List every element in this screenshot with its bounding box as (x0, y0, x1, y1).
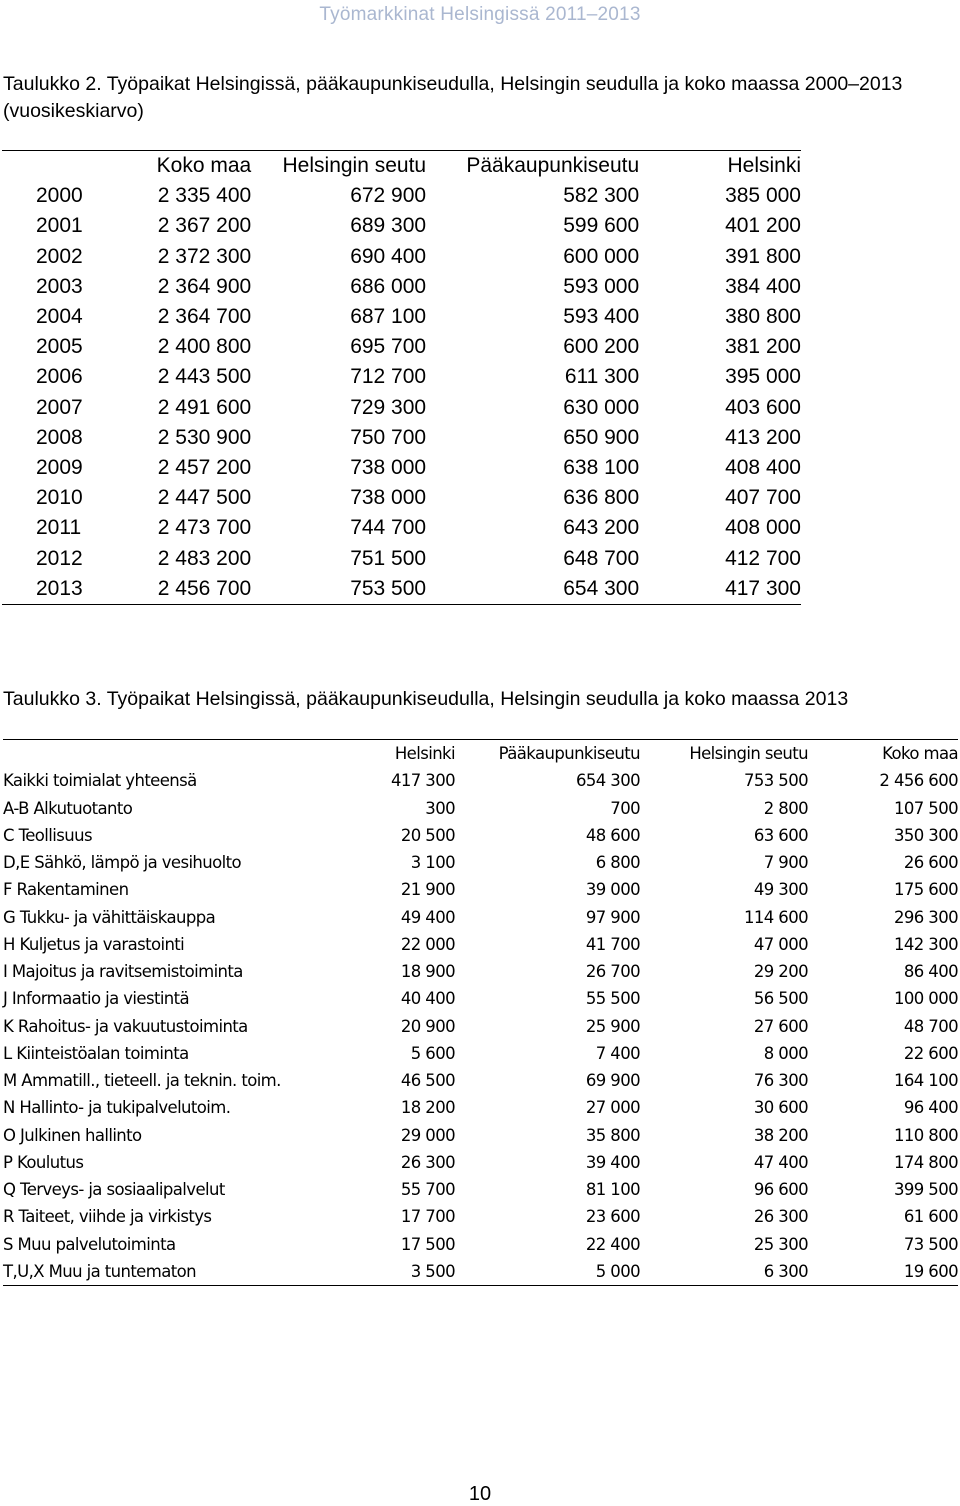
table2-cell: 380 800 (725, 305, 801, 329)
table2-cell: 686 000 (350, 274, 427, 298)
table2-cell: 729 300 (350, 395, 427, 419)
table3-row-label: R Taiteet, viihde ja virkistys (3, 1207, 212, 1227)
table3-cell: 3 100 (410, 853, 455, 873)
table3-cell: 27 600 (753, 1016, 808, 1036)
table2-row (2, 423, 801, 453)
table3-cell: 38 200 (753, 1125, 808, 1145)
table3-row-label: K Rahoitus- ja vakuutustoiminta (3, 1016, 248, 1036)
table2-row (2, 332, 801, 362)
table2-cell: 744 700 (350, 516, 427, 540)
table2-row (2, 543, 801, 573)
table3-cell: 26 600 (903, 853, 958, 873)
table2-cell: 391 800 (725, 244, 801, 268)
table3-column-header: Pääkaupunkiseutu (498, 744, 640, 764)
table3 (3, 739, 958, 1286)
table3-row-label: F Rakentaminen (3, 880, 129, 900)
table3-cell: 700 (610, 798, 640, 818)
table2-cell: 599 600 (563, 214, 640, 238)
table3-row-label: T,U,X Muu ja tuntematon (3, 1261, 196, 1281)
table2-cell: 650 900 (563, 425, 640, 449)
table3-cell: 26 700 (585, 962, 640, 982)
table3-cell: 39 000 (585, 880, 640, 900)
table3-cell: 399 500 (893, 1180, 958, 1200)
table3-cell: 48 700 (903, 1016, 958, 1036)
table3-cell: 49 300 (753, 880, 808, 900)
table3-row (3, 876, 958, 903)
table2-cell: 401 200 (725, 214, 801, 238)
table2-column-header (2, 151, 100, 182)
table2-row-label: 2009 (36, 455, 83, 479)
table2-cell: 407 700 (725, 486, 801, 510)
table3-row-label: L Kiinteistöalan toiminta (3, 1043, 189, 1063)
table2-cell: 2 364 900 (157, 274, 252, 298)
table3-row (3, 1231, 958, 1258)
table3-cell: 86 400 (903, 962, 958, 982)
table3-cell: 48 600 (585, 825, 640, 845)
table3-row (3, 985, 958, 1012)
table2-cell: 2 456 700 (157, 576, 252, 600)
table3-row-label: Q Terveys- ja sosiaalipalvelut (3, 1180, 225, 1200)
table2-cell: 2 447 500 (157, 486, 252, 510)
table2-row-label: 2005 (36, 335, 83, 359)
table3-row (3, 767, 958, 794)
table3-column-header: Helsinki (394, 744, 455, 764)
table3-cell: 40 400 (400, 989, 455, 1009)
table3-row-label: P Koulutus (3, 1152, 84, 1172)
running-header: Työmarkkinat Helsingissä 2011–2013 (319, 4, 641, 25)
table3-row-label: J Informaatio ja viestintä (3, 989, 190, 1009)
table3-caption: Taulukko 3. Työpaikat Helsingissä, pääkaupunkiseudulla, Helsingin seudulla ja koko maassa 2013 (3, 688, 849, 710)
table2-column-header: Koko maa (156, 154, 252, 178)
table2-cell: 2 335 400 (157, 184, 252, 208)
table3-cell: 30 600 (753, 1098, 808, 1118)
table2-row (2, 453, 801, 483)
table2-cell: 648 700 (563, 546, 640, 570)
table3-cell: 20 900 (400, 1016, 455, 1036)
table2-column-header: Helsingin seutu (282, 154, 427, 178)
table3-row (3, 931, 958, 958)
table3-row (3, 1122, 958, 1149)
table2-cell: 695 700 (350, 335, 427, 359)
table3-cell: 654 300 (575, 771, 640, 791)
table3-row (3, 1176, 958, 1203)
table3-cell: 6 300 (763, 1261, 808, 1281)
table2-cell: 750 700 (350, 425, 427, 449)
table3-cell: 47 000 (753, 934, 808, 954)
table2-row-label: 2007 (36, 395, 83, 419)
table3-cell: 2 800 (763, 798, 808, 818)
table2-cell: 381 200 (725, 335, 801, 359)
table3-cell: 61 600 (903, 1207, 958, 1227)
table2-row (2, 272, 801, 302)
table3-cell: 96 600 (753, 1180, 808, 1200)
table2-cell: 738 000 (350, 455, 427, 479)
table3-cell: 114 600 (743, 907, 808, 927)
table3-row-label: C Teollisuus (3, 825, 92, 845)
table2-header-row (2, 151, 801, 182)
table3-cell: 22 600 (903, 1043, 958, 1063)
table2-cell: 384 400 (725, 274, 801, 298)
table3-row (3, 795, 958, 822)
table3-row (3, 958, 958, 985)
table3-row-label: N Hallinto- ja tukipalvelutoim. (3, 1098, 231, 1118)
table3-row-label: O Julkinen hallinto (3, 1125, 142, 1145)
table3-cell: 56 500 (753, 989, 808, 1009)
table2-cell: 413 200 (725, 425, 801, 449)
table2-cell: 417 300 (725, 576, 801, 600)
table2-cell: 2 364 700 (157, 305, 252, 329)
table2-cell: 408 400 (725, 455, 801, 479)
table3-cell: 55 700 (400, 1180, 455, 1200)
table2-cell: 408 000 (725, 516, 801, 540)
table3-cell: 300 (425, 798, 455, 818)
table2-cell: 600 000 (563, 244, 640, 268)
table3-cell: 164 100 (893, 1071, 958, 1091)
table2 (2, 150, 801, 605)
table3-row-label: D,E Sähkö, lämpö ja vesihuolto (3, 853, 241, 873)
table3-cell: 100 000 (893, 989, 958, 1009)
table2-row-label: 2006 (36, 365, 83, 389)
table2-cell: 672 900 (350, 184, 427, 208)
table2-row-label: 2000 (36, 184, 83, 208)
table2-row (2, 181, 801, 211)
table3-cell: 22 000 (400, 934, 455, 954)
table2-row-label: 2010 (36, 486, 83, 510)
table3-cell: 49 400 (400, 907, 455, 927)
table2-cell: 2 443 500 (157, 365, 252, 389)
table3-cell: 18 200 (400, 1098, 455, 1118)
table2-cell: 2 491 600 (157, 395, 252, 419)
table2-column-header: Helsinki (727, 154, 801, 178)
table3-cell: 23 600 (585, 1207, 640, 1227)
table3-cell: 25 900 (585, 1016, 640, 1036)
table3-row-label: G Tukku- ja vähittäiskauppa (3, 907, 216, 927)
table2-cell: 630 000 (563, 395, 640, 419)
table3-cell: 296 300 (893, 907, 958, 927)
table3-row-label: A-B Alkutuotanto (3, 798, 133, 818)
table2-row (2, 393, 801, 423)
table3-cell: 3 500 (410, 1261, 455, 1281)
table3-row (3, 849, 958, 876)
table2-caption: Taulukko 2. Työpaikat Helsingissä, pääkaupunkiseudulla, Helsingin seudulla ja koko maassa 2000–2013 (vuosikeskiarvo) (3, 73, 903, 122)
table3-row (3, 1094, 958, 1121)
table3-cell: 27 000 (585, 1098, 640, 1118)
table2-cell: 751 500 (350, 546, 427, 570)
table2-column-header: Pääkaupunkiseutu (466, 154, 640, 178)
table3-cell: 20 500 (400, 825, 455, 845)
table3-cell: 5 000 (595, 1261, 640, 1281)
table2-cell: 2 367 200 (157, 214, 252, 238)
table2-cell: 2 473 700 (157, 516, 252, 540)
table2-row-label: 2002 (36, 244, 83, 268)
table3-cell: 753 500 (743, 771, 808, 791)
table3-cell: 73 500 (903, 1234, 958, 1254)
table2-cell: 654 300 (563, 576, 640, 600)
table3-row (3, 904, 958, 931)
table3-cell: 26 300 (400, 1152, 455, 1172)
table2-cell: 638 100 (563, 455, 640, 479)
table3-row (3, 1067, 958, 1094)
table3-row (3, 822, 958, 849)
table3-cell: 8 000 (763, 1043, 808, 1063)
table3-cell: 17 500 (400, 1234, 455, 1254)
table2-cell: 412 700 (725, 546, 801, 570)
table2-cell: 593 400 (563, 305, 640, 329)
table2-cell: 687 100 (350, 305, 427, 329)
table3-cell: 5 600 (410, 1043, 455, 1063)
table2-cell: 403 600 (725, 395, 801, 419)
table2-cell: 611 300 (564, 365, 640, 389)
table3-cell: 17 700 (400, 1207, 455, 1227)
table3-row (3, 1013, 958, 1040)
table3-cell: 63 600 (753, 825, 808, 845)
table3-cell: 22 400 (585, 1234, 640, 1254)
table2-cell: 2 530 900 (157, 425, 252, 449)
table3-cell: 350 300 (893, 825, 958, 845)
table3-row-label: Kaikki toimialat yhteensä (3, 771, 197, 791)
table2-row-label: 2012 (36, 546, 83, 570)
table2-cell: 395 000 (725, 365, 801, 389)
table3-cell: 29 000 (400, 1125, 455, 1145)
table3-cell: 76 300 (753, 1071, 808, 1091)
table3-cell: 96 400 (903, 1098, 958, 1118)
table2-cell: 2 400 800 (157, 335, 252, 359)
table2-row (2, 302, 801, 332)
table3-row-label: H Kuljetus ja varastointi (3, 934, 185, 954)
table2-row (2, 483, 801, 513)
table2-row-label: 2001 (36, 214, 83, 238)
table2-cell: 712 700 (350, 365, 427, 389)
table2-row (2, 242, 801, 272)
table3-cell: 97 900 (585, 907, 640, 927)
table3-cell: 35 800 (585, 1125, 640, 1145)
table3-cell: 417 300 (390, 771, 455, 791)
table2-row (2, 513, 801, 543)
table3-column-header: Koko maa (882, 744, 958, 764)
table2-row-label: 2004 (36, 305, 83, 329)
table2-cell: 385 000 (725, 184, 801, 208)
table2-cell: 2 457 200 (157, 455, 252, 479)
table2-row (2, 574, 801, 605)
table2-cell: 690 400 (350, 244, 427, 268)
table3-cell: 175 600 (893, 880, 958, 900)
table3-cell: 107 500 (893, 798, 958, 818)
table3-row-label: S Muu palvelutoiminta (3, 1234, 176, 1254)
table2-cell: 2 483 200 (157, 546, 252, 570)
table3-cell: 81 100 (585, 1180, 640, 1200)
table3-cell: 46 500 (400, 1071, 455, 1091)
table3-cell: 2 456 600 (879, 771, 958, 791)
table3-row-label: I Majoitus ja ravitsemistoiminta (3, 962, 243, 982)
table2-cell: 689 300 (350, 214, 427, 238)
page-number: 10 (468, 1483, 492, 1505)
table3-cell: 6 800 (595, 853, 640, 873)
table2-row-label: 2013 (36, 576, 83, 600)
table3-cell: 26 300 (753, 1207, 808, 1227)
table2-row-label: 2011 (36, 516, 82, 540)
table2-cell: 2 372 300 (157, 244, 252, 268)
table3-cell: 110 800 (893, 1125, 958, 1145)
table2-row (2, 362, 801, 392)
table2-row-label: 2008 (36, 425, 83, 449)
table3-column-header: Helsingin seutu (689, 744, 808, 764)
table3-cell: 29 200 (753, 962, 808, 982)
table3-cell: 21 900 (400, 880, 455, 900)
table3-cell: 69 900 (585, 1071, 640, 1091)
table2-cell: 582 300 (563, 184, 640, 208)
table3-cell: 47 400 (753, 1152, 808, 1172)
table3-column-header (3, 740, 333, 768)
table3-cell: 174 800 (893, 1152, 958, 1172)
table2-row-label: 2003 (36, 274, 83, 298)
table3-cell: 39 400 (585, 1152, 640, 1172)
table3-cell: 55 500 (585, 989, 640, 1009)
table2-cell: 753 500 (350, 576, 427, 600)
table2-cell: 593 000 (563, 274, 640, 298)
table2-row (2, 211, 801, 241)
table3-cell: 25 300 (753, 1234, 808, 1254)
table3-header-row (3, 740, 958, 768)
table3-cell: 41 700 (585, 934, 640, 954)
table2-cell: 738 000 (350, 486, 427, 510)
table3-row (3, 1203, 958, 1230)
table3-cell: 19 600 (903, 1261, 958, 1281)
table3-cell: 7 900 (763, 853, 808, 873)
table3-row (3, 1149, 958, 1176)
table3-cell: 7 400 (595, 1043, 640, 1063)
table3-row (3, 1258, 958, 1286)
table3-row (3, 1040, 958, 1067)
table3-cell: 18 900 (400, 962, 455, 982)
table3-cell: 142 300 (893, 934, 958, 954)
table2-cell: 643 200 (563, 516, 640, 540)
table2-cell: 600 200 (563, 335, 640, 359)
table2-cell: 636 800 (563, 486, 640, 510)
table3-row-label: M Ammatill., tieteell. ja teknin. toim. (3, 1071, 281, 1091)
